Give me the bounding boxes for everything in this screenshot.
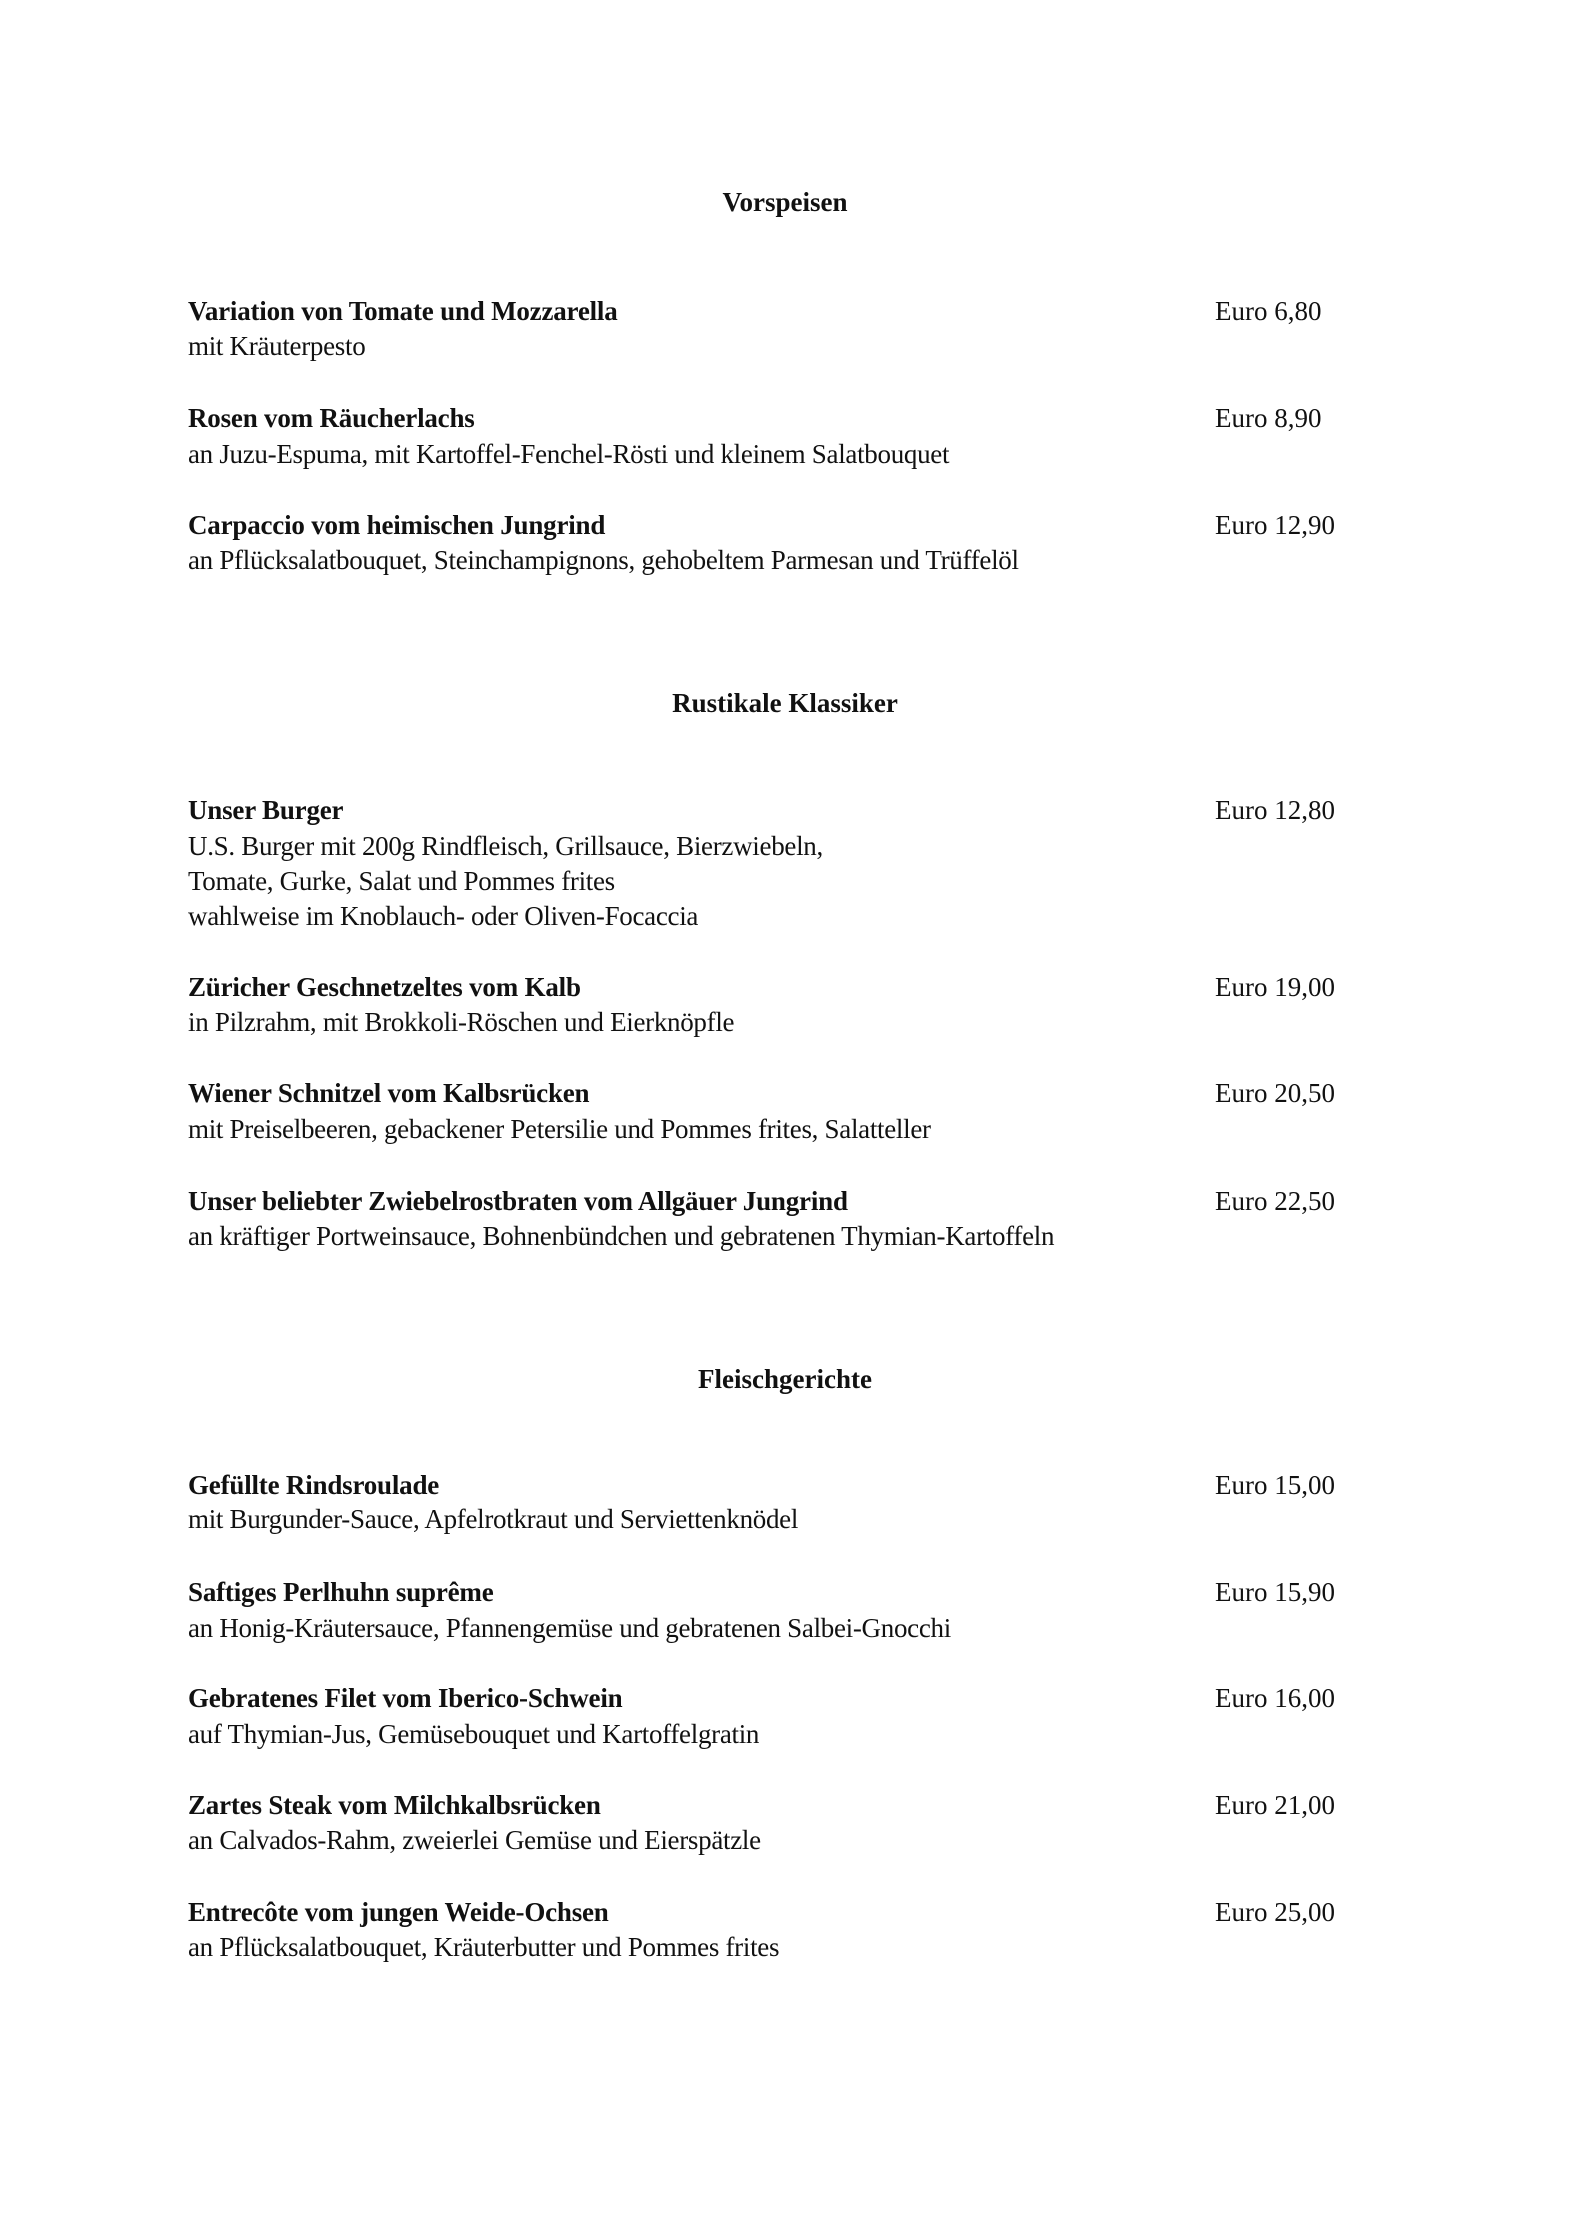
menu-item-description: an Pflücksalatbouquet, Steinchampignons, gehobeltem Parmesan und Trüffelöl — [188, 545, 1019, 575]
section-heading-fleischgerichte: Fleischgerichte — [698, 1364, 872, 1394]
menu-item-title: Gefüllte Rindsroulade — [188, 1470, 440, 1500]
menu-item-price: Euro 20,50 — [1215, 1078, 1335, 1108]
menu-item-title: Rosen vom Räucherlachs — [188, 403, 475, 433]
menu-item-price: Euro 15,90 — [1215, 1577, 1335, 1607]
menu-item-description: an Honig-Kräutersauce, Pfannengemüse und gebratenen Salbei-Gnocchi — [188, 1613, 951, 1643]
menu-item-price: Euro 6,80 — [1215, 296, 1322, 326]
menu-item-description: in Pilzrahm, mit Brokkoli-Röschen und Eierknöpfle — [188, 1007, 735, 1037]
menu-item-title: Zartes Steak vom Milchkalbsrücken — [188, 1790, 601, 1820]
menu-item-title: Saftiges Perlhuhn suprême — [188, 1577, 494, 1607]
menu-item-description: mit Burgunder-Sauce, Apfelrotkraut und Serviettenknödel — [188, 1504, 799, 1534]
menu-item-description: mit Kräuterpesto — [188, 331, 366, 361]
menu-item-title: Züricher Geschnetzeltes vom Kalb — [188, 972, 581, 1002]
menu-item-title: Variation von Tomate und Mozzarella — [188, 296, 618, 326]
menu-item-title: Gebratenes Filet vom Iberico-Schwein — [188, 1683, 623, 1713]
menu-item-price: Euro 12,80 — [1215, 795, 1335, 825]
menu-item-title: Unser beliebter Zwiebelrostbraten vom Allgäuer Jungrind — [188, 1186, 848, 1216]
menu-item-price: Euro 25,00 — [1215, 1897, 1335, 1927]
menu-item-title: Wiener Schnitzel vom Kalbsrücken — [188, 1078, 590, 1108]
menu-item-description: an Juzu-Espuma, mit Kartoffel-Fenchel-Rösti und kleinem Salatbouquet — [188, 439, 950, 469]
menu-item-price: Euro 12,90 — [1215, 510, 1335, 540]
menu-item-title: Unser Burger — [188, 795, 344, 825]
menu-item-description: an Pflücksalatbouquet, Kräuterbutter und Pommes frites — [188, 1932, 780, 1962]
menu-item-description: Tomate, Gurke, Salat und Pommes frites — [188, 866, 615, 896]
menu-item-price: Euro 8,90 — [1215, 403, 1322, 433]
menu-item-price: Euro 22,50 — [1215, 1186, 1335, 1216]
menu-item-description: an kräftiger Portweinsauce, Bohnenbündchen und gebratenen Thymian-Kartoffeln — [188, 1221, 1055, 1251]
section-heading-rustikale-klassiker: Rustikale Klassiker — [672, 688, 898, 718]
menu-item-description: an Calvados-Rahm, zweierlei Gemüse und Eierspätzle — [188, 1825, 761, 1855]
menu-item-price: Euro 15,00 — [1215, 1470, 1335, 1500]
menu-item-description: wahlweise im Knoblauch- oder Oliven-Focaccia — [188, 901, 699, 931]
menu-item-description: auf Thymian-Jus, Gemüsebouquet und Kartoffelgratin — [188, 1719, 760, 1749]
menu-item-price: Euro 19,00 — [1215, 972, 1335, 1002]
menu-item-description: U.S. Burger mit 200g Rindfleisch, Grillsauce, Bierzwiebeln, — [188, 831, 823, 861]
menu-item-price: Euro 21,00 — [1215, 1790, 1335, 1820]
menu-item-description: mit Preiselbeeren, gebackener Petersilie und Pommes frites, Salatteller — [188, 1114, 931, 1144]
menu-item-price: Euro 16,00 — [1215, 1683, 1335, 1713]
section-heading-vorspeisen: Vorspeisen — [722, 187, 848, 217]
menu-item-title: Entrecôte vom jungen Weide-Ochsen — [188, 1897, 609, 1927]
menu-item-title: Carpaccio vom heimischen Jungrind — [188, 510, 606, 540]
